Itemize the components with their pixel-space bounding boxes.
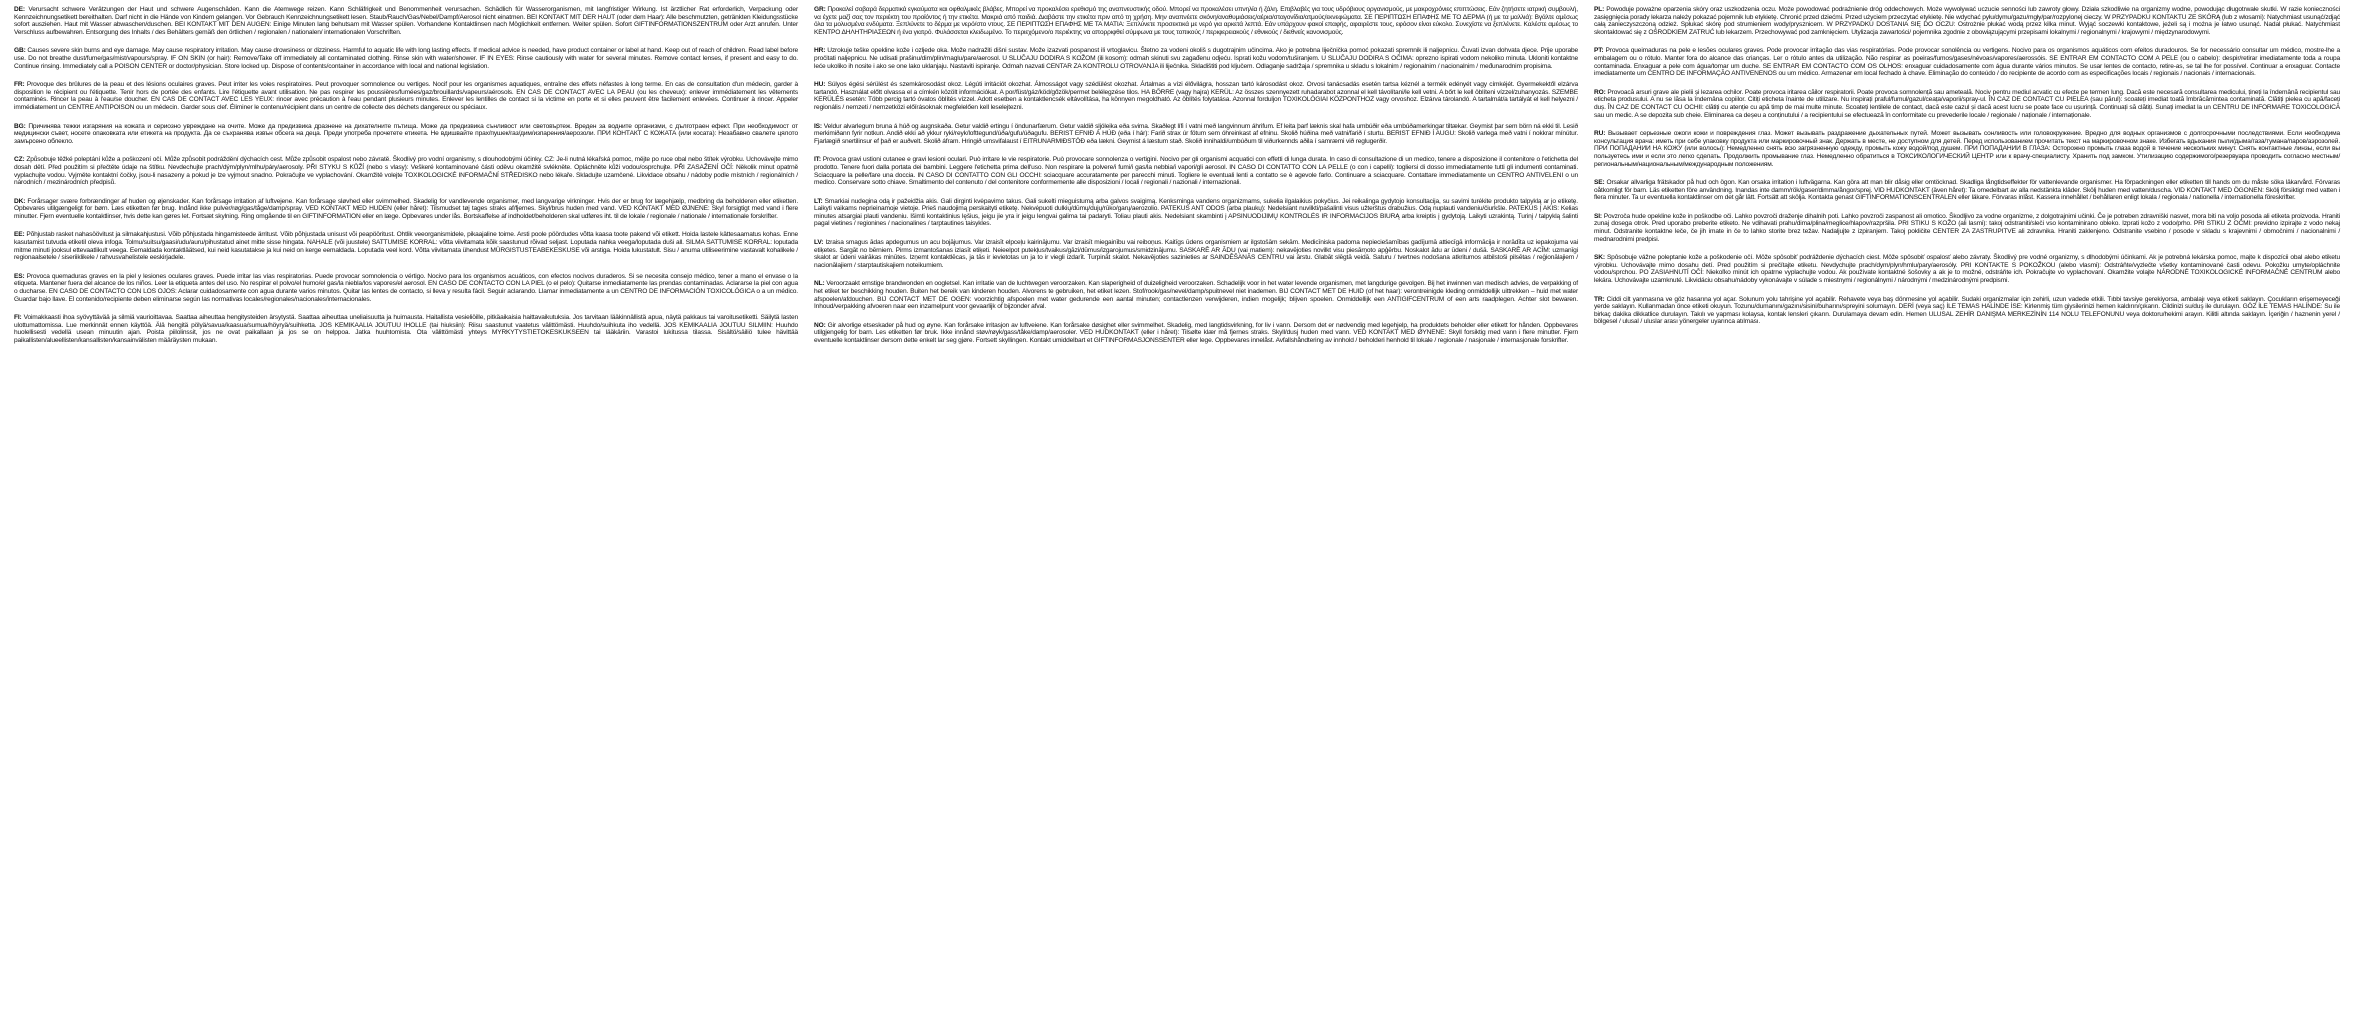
warning-block-gb bbox=[14, 47, 798, 70]
language-code: ES: bbox=[14, 272, 25, 280]
warning-block-cz bbox=[14, 156, 798, 186]
warning-block-tr bbox=[1594, 296, 2340, 326]
warning-text: Gir alvorlige etseskader på hud og øyne. Kan forårsake irritasjon av luftveiene. Kan forårsake døsighet eller svimmelhet. Skadelig, med langtidsvirkning, for liv i vann. Dersom det er nødvendig med legehjelp, ha produktets beholder eller etikett for hånden. Oppbevares utilgjengelig for barn. Les etiketten før bruk. Ikke innånd støv/røyk/gass/tåke/damp/aerosoler. VED HUDKONTAKT (eller i håret): Tilsølte klær må fjernes straks. Skyll/dusj huden med vann. VED KONTAKT MED ØYNENE: Skyll forsiktig med vann i flere minutter. Fjern eventuelle kontaktlinser dersom dette enkelt lar seg gjøre. Fortsett skyllingen. Kontakt umiddelbart et GIFTINFORMASJONSSENTER eller lege. Oppbevares innelåst. Avfallshåndtering av innhold / beholderi henhold til lokale / regionale / nasjonale / internasjonale forskrifter. bbox=[814, 321, 1578, 344]
language-code: RU: bbox=[1594, 130, 1606, 138]
language-code: SK: bbox=[1594, 254, 1605, 262]
warning-text: Provoca queimaduras na pele e lesões oculares graves. Pode provocar irritação das vias respiratórias. Pode provocar sonolência ou vertigens. Nocivo para os organismos aquáticos com efeitos duradouros. Se for necessário consultar um médico, mostre-lhe a embalagem ou o rótulo. Manter fora do alcance das crianças. Ler o rótulo antes da utilização. Não respirar as poeiras/fumos/gases/névoas/vapores/aerossóis. SE ENTRAR EM CONTACTO COM A PELE (ou o cabelo): despir/retirar imediatamente toda a roupa contaminada. Enxaguar a pele com água/tomar um duche. SE ENTRAR EM CONTACTO COM OS OLHOS: enxaguar cuidadosamente com água durante vários minutos. Se usar lentes de contacto, retire-as, se tal lhe for possível. Continuar a enxaguar. Contacte imediatamente um CENTRO DE INFORMAÇÃO ANTIVENENOS ou um médico. Armazenar em local fechado à chave. Eliminação do conteúdo / do recipiente de acordo com as especificações locais / regionais / nacionais / internacionais. bbox=[1594, 47, 2340, 78]
warning-text: Provoacă arsuri grave ale pielii și lezarea ochilor. Poate provoca iritarea căilor respiratorii. Poate provoca somnolență sau ameteală. Nociv pentru mediul acvatic cu efecte pe termen lung. Dacă este necesară consultarea medicului, țineți la îndemână recipientul sau eticheta produsului. A nu se lăsa la îndemâna copiilor. Citiți eticheta înainte de utilizare. Nu inspirați praful/fumul/gazul/ceața/vaporii/spray-ul. ÎN CAZ DE CONTACT CU PIELEA (sau părul): scoateți imediat toată îmbrăcămintea contaminată. Clătiți pielea cu apă/faceți duș. ÎN CAZ DE CONTACT CU OCHII: clătiți cu atenție cu apă timp de mai multe minute. Scoateți lentilele de contact, dacă este cazul și dacă acest lucru se poate face cu ușurință. Continuați să clătiți. Sunați imediat la un CENTRU DE INFORMARE TOXICOLOGICĂ sau un medic. A se depozita sub cheie. Eliminarea ca deșeu a conținutului / a recipientului se efectuează în conformitate cu prevederile locale / regionale / naționale / internaționale. bbox=[1594, 88, 2340, 119]
warning-block-lt bbox=[814, 198, 1578, 228]
warning-block-pt bbox=[1594, 47, 2340, 77]
language-code: PT: bbox=[1594, 47, 1604, 55]
warning-text: Causes severe skin burns and eye damage. May cause respiratory irritation. May cause drowsiness or dizziness. Harmful to aquatic life with long lasting effects. If medical advice is needed, have product container or label at hand. Keep out of reach of children. Read label before use. Do not breathe dust/fume/gas/mist/vapours/spray. IF ON SKIN (or hair): Remove/Take off immediately all contaminated clothing. Rinse skin with water/shower. IF IN EYES: Rinse cautiously with water for several minutes. Remove contact lenses, if present and easy to do. Continue rinsing. Immediately call a POISON CENTER or doctor/physician. Store locked up. Dispose of contents/container in accordance with local and national legislation. bbox=[14, 47, 799, 70]
warning-block-hu bbox=[814, 81, 1578, 111]
warning-text: Veldur alvarlegum bruna á húð og augnskaða. Getur valdið ertingu í öndunarfærum. Getur valdið sljóleika eða svima. Skaðlegt lífi í vatni með langvinnum áhrifum. Ef leita þarf læknis skal hafa umbúðir eða umbúðamerkingar tiltækar. Geymist þar sem börn ná ekki til. Lesið merkimiðann fyrir notkun. Andið ekki að ykkur ryki/reyk/lofttegund/úða/gufu/úðagufu. BERIST EFNIÐ Á HÚÐ (eða í hár): Farið strax úr fötum sem óhreinkast af efninu. Skolið húðina með vatni/farið í sturtu. BERIST EFNIÐ Í AUGU: Skolið varlega með vatni í nokkrar mínútur. Fjarlægið snertilinsur ef það er auðvelt. Skolið áfram. Hringið umsvifalaust í EITRUNARMIÐSTÖÐ eða lækni. Geymist á læstum stað. Skolið innihaldi/umbúðum til viðurkennds aðila í samræmi við reglugerðir. bbox=[814, 122, 1578, 145]
language-code: DK: bbox=[14, 197, 26, 205]
warning-text: Orsakar allvarliga frätskador på hud och ögon. Kan orsaka irritation i luftvägarna. Kan göra att man blir dåsig eller omtöcknad. Skadliga långtidseffekter för vattenlevande organismer. Ha förpackningen eller etiketten till hands om du måste söka läkarvård. Förvaras oåtkomligt för barn. Läs etiketten före användning. Inandas inte damm/rök/gaser/dimma/ångor/sprej. VID HUDKONTAKT (även håret): Ta omedelbart av alla nedstänkta kläder. Skölj huden med vatten/duscha. VID KONTAKT MED ÖGONEN: Skölj försiktigt med vatten i flera minuter. Ta ur eventuella kontaktlinser om det går lätt. Fortsätt att skölja. Kontakta genast GIFTINFORMATIONSCENTRALEN eller läkare. Förvaras inlåst. Kassera innehållet / behållaren enligt lokala / regionala / nationella / internationella föreskrifter. bbox=[1594, 179, 2340, 202]
warning-block-nl bbox=[814, 280, 1578, 310]
warning-block-pl bbox=[1594, 6, 2340, 36]
language-code: NL: bbox=[814, 280, 825, 288]
warning-block-fr bbox=[14, 81, 798, 111]
language-code: TR: bbox=[1594, 295, 1605, 303]
warning-text: Smarkiai nudegina odą ir pažeidžia akis. Gali dirginti kvėpavimo takus. Gali sukelti mieguistumą arba galvos svaigimą. Kenksminga vandens organizmams, sukelia ilgalaikius pokyčius. Jei reikalinga gydytojo konsultacija, su savimi turėkite produkto talpyklą ar jo etiketę. Laikyti vaikams neprieinamoje vietoje. Prieš naudojimą perskaityti etiketę. Nekvėpuoti dulkių/dūmų/dujų/rūko/garų/aerozolio. PATEKUS ANT ODOS (arba plaukų): Nedelsiant nuvilkti/pašalinti visus užterštus drabužius. Odą nuplauti vandeniu/čiurkšle. PATEKUS Į AKIS: Kelias minutes atsargiai plauti vandeniu. Išimti kontaktinius lęšius, jeigu jie yra ir jeigu lengvai galima tai padaryti. Toliau plauti akis. Nedelsiant skambinti į APSINUODIJIMŲ KONTROLĖS IR INFORMACIJOS BIURĄ arba kreiptis į gydytoją. Laikyti uzrakintą. Turinį / talpyklą šalinti pagal vietines / regionines / nacionalines / tarptautines taisykles. bbox=[814, 197, 1578, 228]
language-code: SE: bbox=[1594, 179, 1605, 187]
warning-text: Provoca gravi ustioni cutanee e gravi lesioni oculari. Può irritare le vie respiratorie. Può provocare sonnolenza o vertigini. Nocivo per gli organismi acquatici con effetti di lunga durata. In caso di consultazione di un medico, tenere a disposizione il contenitore o l'etichetta del prodotto. Tenere fuori dalla portata dei bambini. Leggere l'etichetta prima dell'uso. Non respirare la polvere/i fumi/i gas/la nebbia/i vapori/gli aerosol. IN CASO DI CONTATTO CON LA PELLE (o con i capelli): togliersi di dosso immediatamente tutti gli indumenti contaminati. Sciacquare la pelle/fare una doccia. IN CASO DI CONTATTO CON GLI OCCHI: sciacquare accuratamente per parecchi minuti. Togliere le eventuali lenti a contatto se è agevole farlo. Continuare a sciacquare. Contattare immediatamente un CENTRO ANTIVELENI o un medico. Conservare sotto chiave. Smaltimento del contenuto / del contenitore conformemente alle disposizioni / locali / regionali / nazionali / internazionali. bbox=[814, 156, 1578, 187]
warning-block-se bbox=[1594, 179, 2340, 202]
warning-text: Voimakkaasti ihoa syövyttävää ja silmiä vaurioittavaa. Saattaa aiheuttaa hengitysteiden ärsytystä. Saattaa aiheuttaa uneliaisuutta ja huimausta. Haitallista vesieliöille, pitkäaikaisia haittavaikutuksia. Jos tarvitaan lääkinnällistä apua, näytä pakkaus tai varoitusetiketti. Säilytä lasten ulottumattomissa. Lue merkinnät ennen käyttöä. Älä hengitä pölyä/savua/kaasua/sumua/höyryä/suihketta. JOS KEMIKAALIA JOUTUU IHOLLE (tai hiuksiin): Riisu saastunut vaatetus välittömästi. Huuhdo/suihkuta iho vedellä. JOS KEMIKAALIA JOUTUU SILMIIN: Huuhdo huolellisesti vedellä usean minuutin ajan. Poista piilolinssit, jos ne ovat paikallaan ja jos se on helppoa. Jatka huuhtomista. Ota välittömästi yhteys MYRKYTYSTIETOKESKUKSEEN tai lääkäriin. Varastoi lukitussa tilassa. Sisältö/säiliö tulee hävittää paikallisten/alueellisten/kansallisten/kansainvälisten määräysten mukaan. bbox=[14, 314, 798, 344]
warning-text: Forårsager svære forbrændinger af huden og øjenskader. Kan forårsage irritation af luftvejene. Kan forårsage sløvhed eller svimmelhed. Skadelig for vandlevende organismer, med langvarige virkninger. Hvis der er brug for lægehjælp, medbring da beholderen eller etiketten. Opbevares utilgængeligt for børn. Læs etiketten før brug. Indånd ikke pulver/røg/gas/tåge/damp/spray. VED KONTAKT MED HUDEN (eller håret): Tilsmudset tøj tages straks af/fjernes. Skyl/brus huden med vand. VED KONTAKT MED ØJNENE: Skyl forsigtigt med vand i flere minutter. Fjern eventuelle kontaktlinser, hvis dette kan gøres let. Fortsæt skylning. Ring omgående til en GIFTINFORMATION eller en læge. Opbevares under lås. Bortskaffelse af indholdet/beholderen skal udføres iht. til de lokale / regionale / nationale / internationale forskrifter. bbox=[14, 197, 798, 220]
warning-block-dk bbox=[14, 198, 798, 221]
language-code: SI: bbox=[1594, 212, 1602, 220]
warning-block-hr bbox=[814, 47, 1578, 70]
language-code: LT: bbox=[814, 197, 823, 205]
language-code: PL: bbox=[1594, 6, 1605, 13]
language-code: LV: bbox=[814, 239, 824, 247]
warning-block-no bbox=[814, 322, 1578, 345]
warning-block-lv bbox=[814, 239, 1578, 269]
column-3 bbox=[1586, 6, 2348, 1024]
language-code: IS: bbox=[814, 122, 822, 130]
warning-text: Powoduje poważne oparzenia skóry oraz uszkodzenia oczu. Może powodować podrażnienie dróg oddechowych. Może wywoływać uczucie senności lub zawroty głowy. Działa szkodliwie na organizmy wodne, powodując długotrwałe skutki. W razie konieczności zasięgnięcia porady lekarza należy pokazać pojemnik lub etykietę. Chronić przed dziećmi. Przed użyciem przeczytać etykietę. Nie wdychać pyłu/dymu/gazu/mgły/par/rozpylonej cieczy. W PRZYPADKU KONTAKTU ZE SKÓRĄ (lub z włosami): Natychmiast usunąć/zdjąć całą zanieczyszczoną odzież. Spłukać skórę pod strumieniem wody/prysznicem. W PRZYPADKU DOSTANIA SIĘ DO OCZU: Ostrożnie płukać wodą przez kilka minut. Wyjąć soczewki kontaktowe, jeżeli są i można je łatwo usunąć. Nadal płukać. Natychmiast skontaktować się z OŚRODKIEM ZATRUĆ lub lekarzem. Przechowywać pod zamknięciem. Utylizacja zawartości/ pojemnika zgodnie z obowiązującymi przepisami lokalnymi / regionalnymi / krajowymi / międzynarodowymi. bbox=[1594, 6, 2340, 36]
warning-text: Verursacht schwere Verätzungen der Haut und schwere Augenschäden. Kann die Atemwege reizen. Kann Schläfrigkeit und Benommenheit verursachen. Schädlich für Wasserorganismen, mit langfristiger Wirkung. Ist ärztlicher Rat erforderlich, Verpackung oder Kennzeichnungsetikett bereithalten. Darf nicht in die Hände von Kindern gelangen. Vor Gebrauch Kennzeichnungsetikett lesen. Staub/Rauch/Gas/Nebel/Dampf/Aerosol nicht einatmen. BEI KONTAKT MIT DER HAUT (oder dem Haar): Alle beschmutzten, getränkten Kleidungsstücke sofort ausziehen. Haut mit Wasser abwaschen/duschen. BEI KONTAKT MIT DEN AUGEN: Einige Minuten lang behutsam mit Wasser spülen. Vorhandene Kontaktlinsen nach Möglichkeit entfernen. Weiter spülen. Sofort GIFTINFORMATIONSZENTRUM oder Arzt anrufen. Unter Verschluss aufbewahren. Entsorgung des Inhalts / des Behälters gemäß den örtlichen / regionalen / nationalen/ internationalen Vorschriften. bbox=[14, 6, 798, 36]
language-code: HR: bbox=[814, 47, 826, 55]
warning-text: Причинява тежки изгаряния на кожата и сериозно увреждане на очите. Може да предизвика дразнене на дихателните пътища. Може да предизвика сънливост или световъртеж. Вреден за водните организми, с дълготраен ефект. При необходимост от медицински съвет, носете опаковката или етикета на продукта. Да се съхранява извън обсега на деца. Преди употреба прочетете етикета. Не вдишвайте прах/пушек/газ/дим/изпарения/аерозоли. ПРИ КОНТАКТ С КОЖАТА (или косата): Незабавно свалете цялото замърсено облекло. bbox=[14, 122, 798, 145]
language-code: EE: bbox=[14, 231, 25, 239]
language-code: IT: bbox=[814, 156, 821, 164]
language-code: HU: bbox=[814, 81, 826, 89]
warning-block-sk bbox=[1594, 254, 2340, 284]
column-2 bbox=[806, 6, 1586, 1024]
warning-block-fi bbox=[14, 314, 798, 344]
warning-block-es bbox=[14, 273, 798, 303]
language-code: DE: bbox=[14, 6, 25, 13]
language-code: FR: bbox=[14, 81, 25, 89]
language-code: CZ: bbox=[14, 156, 25, 164]
warning-text: Ciddi cilt yanmasına ve göz hasarına yol açar. Solunum yolu tahrişine yol açabilir. Rehavete veya baş dönmesine yol açabilir. Sudaki organizmalar için zehirli, uzun vadede etkili. Tıbbi tavsiye gerekiyorsa, ambalajı veya etiketi saklayın. Çocukların erişemeyeceği yerde saklayın. Kullanmadan önce etiketi okuyun. Tozunu/dumanını/gazını/sisini/buharını/spreyini solumayın. DERİ (veya saç) İLE TEMAS HALİNDE İSE: Kirlenmiş tüm giysilerinizi hemen kaldırın/çıkarın. Cildinizi su/duş ile durulayın. GÖZ İLE TEMAS HALİNDE: Su ile birkaç dakika dikkatlice durulayın. Takılı ve yapması kolaysa, kontak lensleri çıkarın. Durulamaya devam edin. Hemen ULUSAL ZEHİR DANIŞMA MERKEZİNİN 114 NOLU TELEFONUNU veya doktoru/hekimi arayın. Kilitli altında saklayın. İçeriğin / haznenin yerel / bölgesel / ulusal / uluslar arası yönergeler uyarınca atılması. bbox=[1594, 295, 2340, 326]
warning-block-gr bbox=[814, 6, 1578, 36]
warning-block-ee bbox=[14, 231, 798, 261]
warning-block-bg bbox=[14, 123, 798, 146]
warning-text: Způsobuje těžké poleptání kůže a poškození očí. Může způsobit podráždění dýchacích cest. Může způsobit ospalost nebo závratě. Škodlivý pro vodní organismy, s dlouhodobými účinky. CZ: Je-li nutná lékařská pomoc, mějte po ruce obal nebo štítek výrobku. Uchovávejte mimo dosah dětí. Před použitím si přečtěte údaje na štítku. Nevdechujte prach/dým/plyn/mlhu/páry/aerosoly. PŘI STYKU S KŮŽÍ (nebo s vlasy): Veškeré kontaminované části oděvu okamžitě svlékněte. Opláchněte kůži vodou/osprchujte. PŘI ZASAŽENÍ OČÍ: Několik minut opatrně vyplachujte vodou. Vyjměte kontaktní čočky, jsou-li nasazeny a pokud je lze vyjmout snadno. Pokračujte ve vyplachování. Okamžitě volejte TOXIKOLOGICKÉ INFORMAČNÍ STŘEDISKO nebo lékaře. Skladujte uzamčené. Likvidace obsahu / nádoby podle místních / regionálních / národních / mezinárodních předpisů. bbox=[14, 156, 798, 187]
warning-block-is bbox=[814, 123, 1578, 146]
warning-text: Provoca quemaduras graves en la piel y lesiones oculares graves. Puede irritar las vías respiratorias. Puede provocar somnolencia o vértigo. Nocivo para los organismos acuáticos, con efectos nocivos duraderos. Si se necesita consejo médico, tener a mano el envase o la etiqueta. Mantener fuera del alcance de los niños. Leer la etiqueta antes del uso. No respirar el polvo/el humo/el gas/la niebla/los vapores/el aerosol. EN CASO DE CONTACTO CON LA PIEL (o el pelo): Quitarse inmediatamente las prendas contaminadas. Aclararse la piel con agua o ducharse. EN CASO DE CONTACTO CON LOS OJOS: Aclarar cuidadosamente con agua durante varios minutos. Quitar las lentes de contacto, si lleva y resulta fácil. Seguir aclarando. Llamar inmediatamente a un CENTRO DE INFORMACIÓN TOXICOLÓGICA o a un médico. Guardar bajo llave. El contenido/recipiente deben eliminarse según las normativas locales/regionales/nacionales/internacionales. bbox=[14, 272, 798, 303]
warning-block-ru bbox=[1594, 130, 2340, 168]
language-code: RO: bbox=[1594, 88, 1606, 96]
warning-text: Uzrokuje teške opekline kože i ozljede oka. Može nadražiti dišni sustav. Može izazvati pospanost ili vrtoglavicu. Štetno za vodeni okoliš s dugotrajnim učincima. Ako je potrebna liječnička pomoć pokazati spremnik ili naljepnicu. Čuvati izvan dohvata djece. Prije uporabe pročitati naljepnicu. Ne udisati prašinu/dim/plin/maglu/pare/aerosol. U SLUČAJU DODIRA S KOŽOM (ili kosom): odmah skinuti svu zagađenu odjeću. Isprati kožu vodom/tuširanjem. U SLUČAJU DODIRA S OČIMA: oprezno ispirati vodom nekoliko minuta. Ukloniti kontaktne leće ukoliko ih nosite i ako se one lako uklanjaju. Nastaviti ispiranje. Odmah nazvati CENTAR ZA KONTROLU OTROVANJA ili liječnika. Skladištiti pod ključem. Odlaganje sadržaja / spremnika u skladu s lokalnim / regionalnim / nacionalnim / međunarodnim propisima. bbox=[814, 47, 1579, 70]
warning-block-ro bbox=[1594, 89, 2340, 119]
language-code: GR: bbox=[814, 6, 826, 13]
warning-text: Põhjustab rasket nahasöövitust ja silmakahjustusi. Võib põhjustada hingamisteede ärritust. Võib põhjustada unisust või peapööritust. Ohtlik veeorganismidele, pikaajaline toime. Arsti poole pöördudes võtta kaasa toote pakend või etikett. Hoida lastele kättesaamatus kohas. Enne kasutamist tutvuda etiketil oleva infoga. Tolmu/suitsu/gaasi/udu/auru/pihustatud ainet mitte sisse hingata. NAHALE (või juustele) SATTUMISE KORRAL: võtta viivitamata kõik saastunud rõivad seljast. Loputada nahka veega/loputada duši all. SILMA SATTUMISE KORRAL: loputada mitme minuti jooksul ettevaatlikult veega. Eemaldada kontaktläätsed, kui neid kasutatakse ja kui neid on kerge eemaldada. Loputada veel kord. Võtta viivitamata ühendust MÜRGISTUSTEABEKESKUSE või arstiga. Hoida lukustatult. Sisu / anuma utiliseerimine vastavalt kohalikele / regionaalsetele / siseriiklikele / rahvusvahelistele eeskirjadele. bbox=[14, 231, 798, 262]
warning-block-de bbox=[14, 6, 798, 36]
warning-text: Súlyos égési sérülést és szemkárosodást okoz. Légúti irritációt okozhat. Álmosságot vagy szédülést okozhat. Ártalmas a vízi élővilágra, hosszan tartó károsodást okoz. Orvosi tanácsadás esetén tartsa kéznél a termék edényét vagy címkéjét. Gyermekektől elzárva tartandó. Használat előtt olvassa el a címkén közölt információkat. A por/füst/gáz/köd/gőzök/permet belélegzése tilos. HA BŐRRE (vagy hajra) KERÜL: Az összes szennyezett ruhadarabot azonnal el kell távolítani/le kell vetni. A bőrt le kell öblíteni vízzel/zuhanyozás. SZEMBE KERÜLÉS esetén: Több percig tartó óvatos öblítés vízzel. Adott esetben a kontaktlencsék eltávolítása, ha könnyen megoldható. Az öblítés folytatása. Azonnal forduljon TOXIKOLÓGIAI KÖZPONTHOZ vagy orvoshoz. Elzárva tárolandó. A tartalmát/a tartályát el kell helyezni / regionális / nemzeti / nemzetközi előírásoknak megfelelően kell leselejtezni. bbox=[814, 81, 1578, 111]
language-code: NO: bbox=[814, 321, 826, 329]
column-1 bbox=[6, 6, 806, 1024]
warning-text: Provoque des brûlures de la peau et des lésions oculaires graves. Peut irriter les voies respiratoires. Peut provoquer somnolence ou vertiges. Nocif pour les organismes aquatiques, entraîne des effets néfastes à long terme. En cas de consultation d'un médecin, garder à disposition le récipient ou l'étiquette. Tenir hors de portée des enfants. Lire l'étiquette avant utilisation. Ne pas respirer les poussières/fumées/gaz/brouillards/vapeurs/aérosols. EN CAS DE CONTACT AVEC LA PEAU (ou les cheveux): enlever immédiatement les vêtements contaminés. Rincer la peau à l'eau/se doucher. EN CAS DE CONTACT AVEC LES YEUX: rincer avec précaution à l'eau pendant plusieurs minutes. Enlever les lentilles de contact si la victime en porte et si elles peuvent être facilement enlevées. Continuer à rincer. Appeler immédiatement un CENTRE ANTIPOISON ou un médecin. Garder sous clef. Éliminer le contenu/récipient dans un centre de collecte des déchets dangereux ou spéciaux. bbox=[14, 81, 798, 111]
warning-text: Veroorzaakt ernstige brandwonden en oogletsel. Kan irritatie van de luchtwegen veroorzaken. Kan slaperigheid of duizeligheid veroorzaken. Schadelijk voor in het water levende organismen, met langdurige gevolgen. Bij het inwinnen van medisch advies, de verpakking of het etiket ter beschikking houden. Buiten het bereik van kinderen houden. Alvorens te gebruiken, het etiket lezen. Stof/rook/gas/nevel/damp/spuitnevel niet inademen. BIJ CONTACT MET DE HUID (of het haar): verontreinigde kleding onmiddellijk uittrekken – huid met water afspoelen/afdouchen. BIJ CONTACT MET DE OGEN: voorzichtig afspoelen met water gedurende een aantal minuten; contactlenzen verwijderen, indien mogelijk; blijven spoelen. Onmiddellijk een ANTIGIFCENTRUM of een arts raadplegen. Achter slot bewaren. Inhoud/verpakking afvoeren naar een inzamelpunt voor gevaarlijk of bijzonder afval. bbox=[814, 280, 1578, 311]
warning-block-si bbox=[1594, 213, 2340, 243]
warning-text: Вызывает серьезные ожоги кожи и повреждения глаз. Может вызывать раздражение дыхательных путей. Может вызывать сонливость или головокружение. Вредно для водных организмов с долгосрочными последствиями. Если необходима консультация врача: иметь при себе упаковку продукта или маркировочный знак. Держать в месте, не доступном для детей. Перед использованием прочитать текст на маркировочном знаке. Избегать вдыхания пыли/дыма/газа/тумана/паров/аэрозолей. ПРИ ПОПАДАНИИ НА КОЖУ (или волосы): Немедленно снять всю загрязненную одежду, промыть кожу водой/под душем. ПРИ ПОПАДАНИИ В ГЛАЗА: Осторожно промыть глаза водой в течение нескольких минут. Снять контактные линзы, если вы пользуетесь ими и если это легко сделать. Продолжить промывание глаз. Немедленно обратиться в ТОКСИКОЛОГИЧЕСКИЙ ЦЕНТР или к врачу-специалисту. Хранить под замком. Утилизацию содержимого/резервуара проводить согласно местным/региональным/национальным/международным положениям. bbox=[1594, 130, 2341, 168]
warning-text: Προκαλεί σοβαρά δερματικά εγκαύματα και οφθαλμικές βλάβες. Μπορεί να προκαλέσει ερεθισμό της αναπνευστικής οδού. Μπορεί να προκαλέσει υπνηλία ή ζάλη. Επιβλαβές για τους υδρόβιους οργανισμούς, με μακροχρόνιες επιπτώσεις. Εάν ζητήσετε ιατρική συμβουλή, να έχετε μαζί σας τον περιέκτη του προϊόντος ή την ετικέτα. Μακριά από παιδιά. Διαβάστε την ετικέτα πριν από τη χρήση. Μην αναπνέετε σκόνη/αναθυμιάσεις/αέρια/σταγονίδια/ατμούς/εκνεφώματα. ΣΕ ΠΕΡΙΠΤΩΣΗ ΕΠΑΦΗΣ ΜΕ ΤΟ ΔΕΡΜΑ (ή με τα μαλλιά): Βγάλτε αμέσως όλα τα μολυσμένα ενδύματα. Ξεπλύνετε το δέρμα με νερό/στο ντους. ΣΕ ΠΕΡΙΠΤΩΣΗ ΕΠΑΦΗΣ ΜΕ ΤΑ ΜΑΤΙΑ: Ξεπλύνετε προσεκτικά με νερό για αρκετά λεπτά. Εάν υπάρχουν φακοί επαφής, αφαιρέστε τους, εφόσον είναι εύκολο. Συνεχίστε να ξεπλένετε. Καλέστε αμέσως το ΚΕΝΤΡΟ ΔΗΛΗΤΗΡΙΑΣΕΩΝ ή ένα γιατρό. Φυλάσσεται κλειδωμένο. Το περιεχόμενο/ο περιέκτης να απορριφθεί σύμφωνα με τους τοπικούς / περιφερειακούς / εθνικούς / διεθνείς κανονισμούς. bbox=[814, 6, 1578, 36]
language-code: GB: bbox=[14, 47, 26, 55]
warning-block-it bbox=[814, 156, 1578, 186]
warning-text: Spôsobuje vážne poleptanie kože a poškodenie očí. Môže spôsobiť podráždenie dýchacích ciest. Môže spôsobiť ospalosť alebo závraty. Škodlivý pre vodné organizmy, s dlhodobými účinkami. Ak je potrebná lekárska pomoc, majte k dispozícii obal alebo etiketu výrobku. Uchovávajte mimo dosahu detí. Pred použitím si prečítajte etiketu. Nevdychujte prach/dym/plyn/hmlu/pary/aerosóly. PRI KONTAKTE S POKOŽKOU (alebo vlasmi): Odstráňte/vyzlečte všetky kontaminované časti odevu. Pokožku umyte/opláchnite vodou/sprchou. PO ZASIAHNUTÍ OČÍ: Niekoľko minút ich opatrne vyplachujte vodou. Ak používate kontaktné šošovky a ak je to možné, odstráňte ich. Pokračujte vo vyplachovaní. Okamžite volajte NÁRODNÉ TOXIKOLOGICKÉ INFORMAČNÉ CENTRUM alebo lekára. Uchovávajte uzamknuté. Likvidáciu obsahu/nádoby vykonávajte v súlade s miestnymi / regionálnymi / národnými / medzinárodnými predpismi. bbox=[1594, 254, 2340, 285]
warning-text: Povzroča hude opekline kože in poškodbe oči. Lahko povzroči draženje dihalnih poti. Lahko povzroči zaspanost ali omotico. Škodljivo za vodne organizme, z dolgotrajnimi učinki. Če je potreben zdravniški nasvet, mora biti na voljo posoda ali etiketa proizvoda. Hraniti zunaj dosega otrok. Pred uporabo preberite etiketo. Ne vdihavati prahu/dima/plina/meglice/hlapov/razpršila. PRI STIKU S KOŽO (ali lasmi): takoj odstraniti/sleči vso kontaminirano obleko. Izprati kožo z vodo/prho. PRI STIKU Z OČMI: previdno izpirajte z vodo nekaj minut. Odstranite kontaktne leče, če jih imate in če to lahko storite brez težav. Nadaljujte z izpiranjem. Takoj pokličite CENTER ZA ZASTRUPITVE ali zdravnika. Hraniti zaklenjeno. Odstranite vsebino / posode v skladu s krajevnimi / območnimi / nacionalnimi / mednarodnimi predpisi. bbox=[1594, 212, 2340, 243]
language-code: FI: bbox=[14, 314, 22, 322]
warning-text: Izraisa smagus ādas apdegumus un acu bojājumus. Var izraisīt elpceļu kairinājumu. Var izraisīt miegainību vai reiboņus. Kaitīgs ūdens organismiem ar ilgstošām sekām. Medicīniska padoma nepieciešamības gadījumā attiecīgā informācija ir norādīta uz iepakojuma vai etiķetes. Sargāt no bērniem. Pirms izmantošanas izlasīt etiķeti. Neieelpot putekļus/tvaikus/gāzi/dūmus/izgarojumus/smidzinājumu. SASKARĒ AR ĀDU (vai matiem): nekavējoties novilkt visu piesārņoto apģērbu. Noskalot ādu ar ūdeni / dušā. SASKARĒ AR ACĪM: uzmanīgi skalot ar ūdeni vairākas minūtes. Izņemt kontaktlēcas, ja tās ir ievietotas un ja to ir viegli izdarīt. Turpināt skalot. Nekavējoties sazinieties ar SAINDĒŠANĀS CENTRU vai ārstu. Glabāt slēgtā veidā. Saturu / tvertnes nodošana atkritumos atbilstoši pilsētas / reģionālajiem / nacionālajiem / starptautiskajiem noteikumiem. bbox=[814, 239, 1578, 269]
language-code: BG: bbox=[14, 122, 26, 130]
